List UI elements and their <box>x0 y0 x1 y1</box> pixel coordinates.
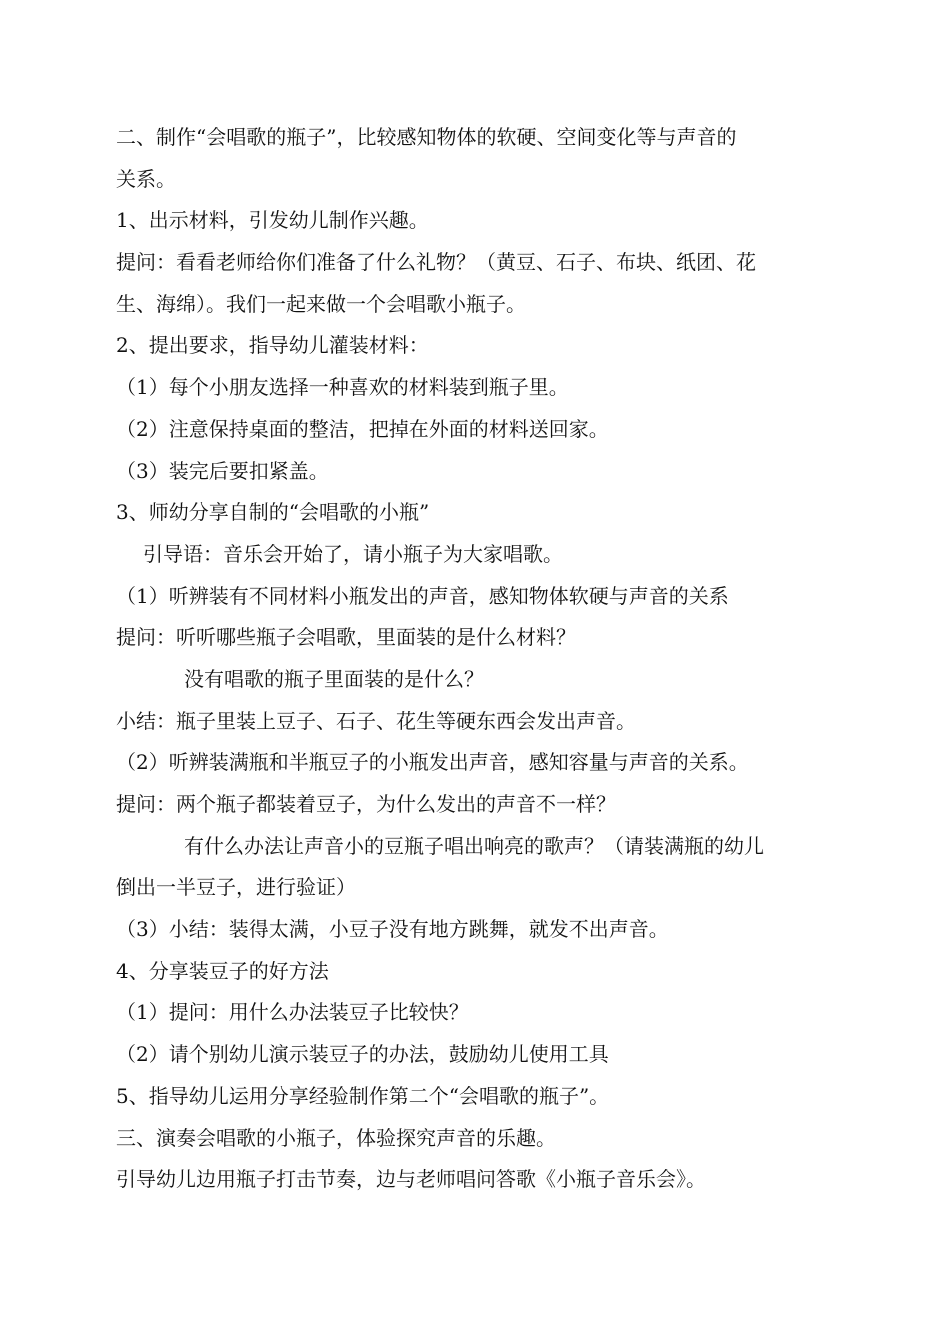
body-text: 引导幼儿边用瓶子打击节奏，边与老师唱问答歌《小瓶子音乐会》。 <box>116 1167 706 1192</box>
list-item: （1）提问：用什么办法装豆子比较快？ <box>116 1000 469 1025</box>
summary-text: 小结：瓶子里装上豆子、石子、花生等硬东西会发出声音。 <box>116 708 636 733</box>
question-text-continued: 生、海绵）。我们一起来做一个会唱歌小瓶子。 <box>116 291 526 316</box>
question-text-continued: 有什么办法让声音小的豆瓶子唱出响亮的歌声？（请装满瓶的幼儿 <box>184 833 764 858</box>
question-text: 提问：听听哪些瓶子会唱歌，里面装的是什么材料？ <box>116 625 576 650</box>
section-heading: 二、制作“会唱歌的瓶子”，比较感知物体的软硬、空间变化等与声音的 <box>116 125 737 149</box>
list-item: （2）听辨装满瓶和半瓶豆子的小瓶发出声音，感知容量与声音的关系。 <box>116 750 749 775</box>
question-text-continued: 没有唱歌的瓶子里面装的是什么？ <box>184 666 484 691</box>
document-body <box>116 117 836 1201</box>
step-heading: 2、提出要求，指导幼儿灌装材料： <box>116 333 429 358</box>
list-item: （1）每个小朋友选择一种喜欢的材料装到瓶子里。 <box>116 375 569 400</box>
section-heading-continued: 关系。 <box>116 166 176 191</box>
step-heading: 4、分享装豆子的好方法 <box>116 958 329 983</box>
list-item: （3）小结：装得太满，小豆子没有地方跳舞，就发不出声音。 <box>116 917 669 942</box>
step-heading: 5、指导幼儿运用分享经验制作第二个“会唱歌的瓶子”。 <box>116 1083 610 1108</box>
step-heading: 3、师幼分享自制的“会唱歌的小瓶” <box>116 500 430 525</box>
question-text-continued: 倒出一半豆子，进行验证） <box>116 875 356 900</box>
section-heading: 三、演奏会唱歌的小瓶子，体验探究声音的乐趣。 <box>116 1125 556 1150</box>
question-text: 提问：两个瓶子都装着豆子，为什么发出的声音不一样？ <box>116 792 616 816</box>
guide-text: 引导语：音乐会开始了，请小瓶子为大家唱歌。 <box>143 541 563 566</box>
list-item: （2）请个别幼儿演示装豆子的办法，鼓励幼儿使用工具 <box>116 1042 609 1067</box>
list-item: （1）听辨装有不同材料小瓶发出的声音，感知物体软硬与声音的关系 <box>116 583 729 608</box>
list-item: （3）装完后要扣紧盖。 <box>116 458 329 483</box>
step-heading: 1、出示材料，引发幼儿制作兴趣。 <box>116 208 429 233</box>
question-text: 提问：看看老师给你们准备了什么礼物？（黄豆、石子、布块、纸团、花 <box>116 250 756 275</box>
list-item: （2）注意保持桌面的整洁，把掉在外面的材料送回家。 <box>116 416 609 441</box>
